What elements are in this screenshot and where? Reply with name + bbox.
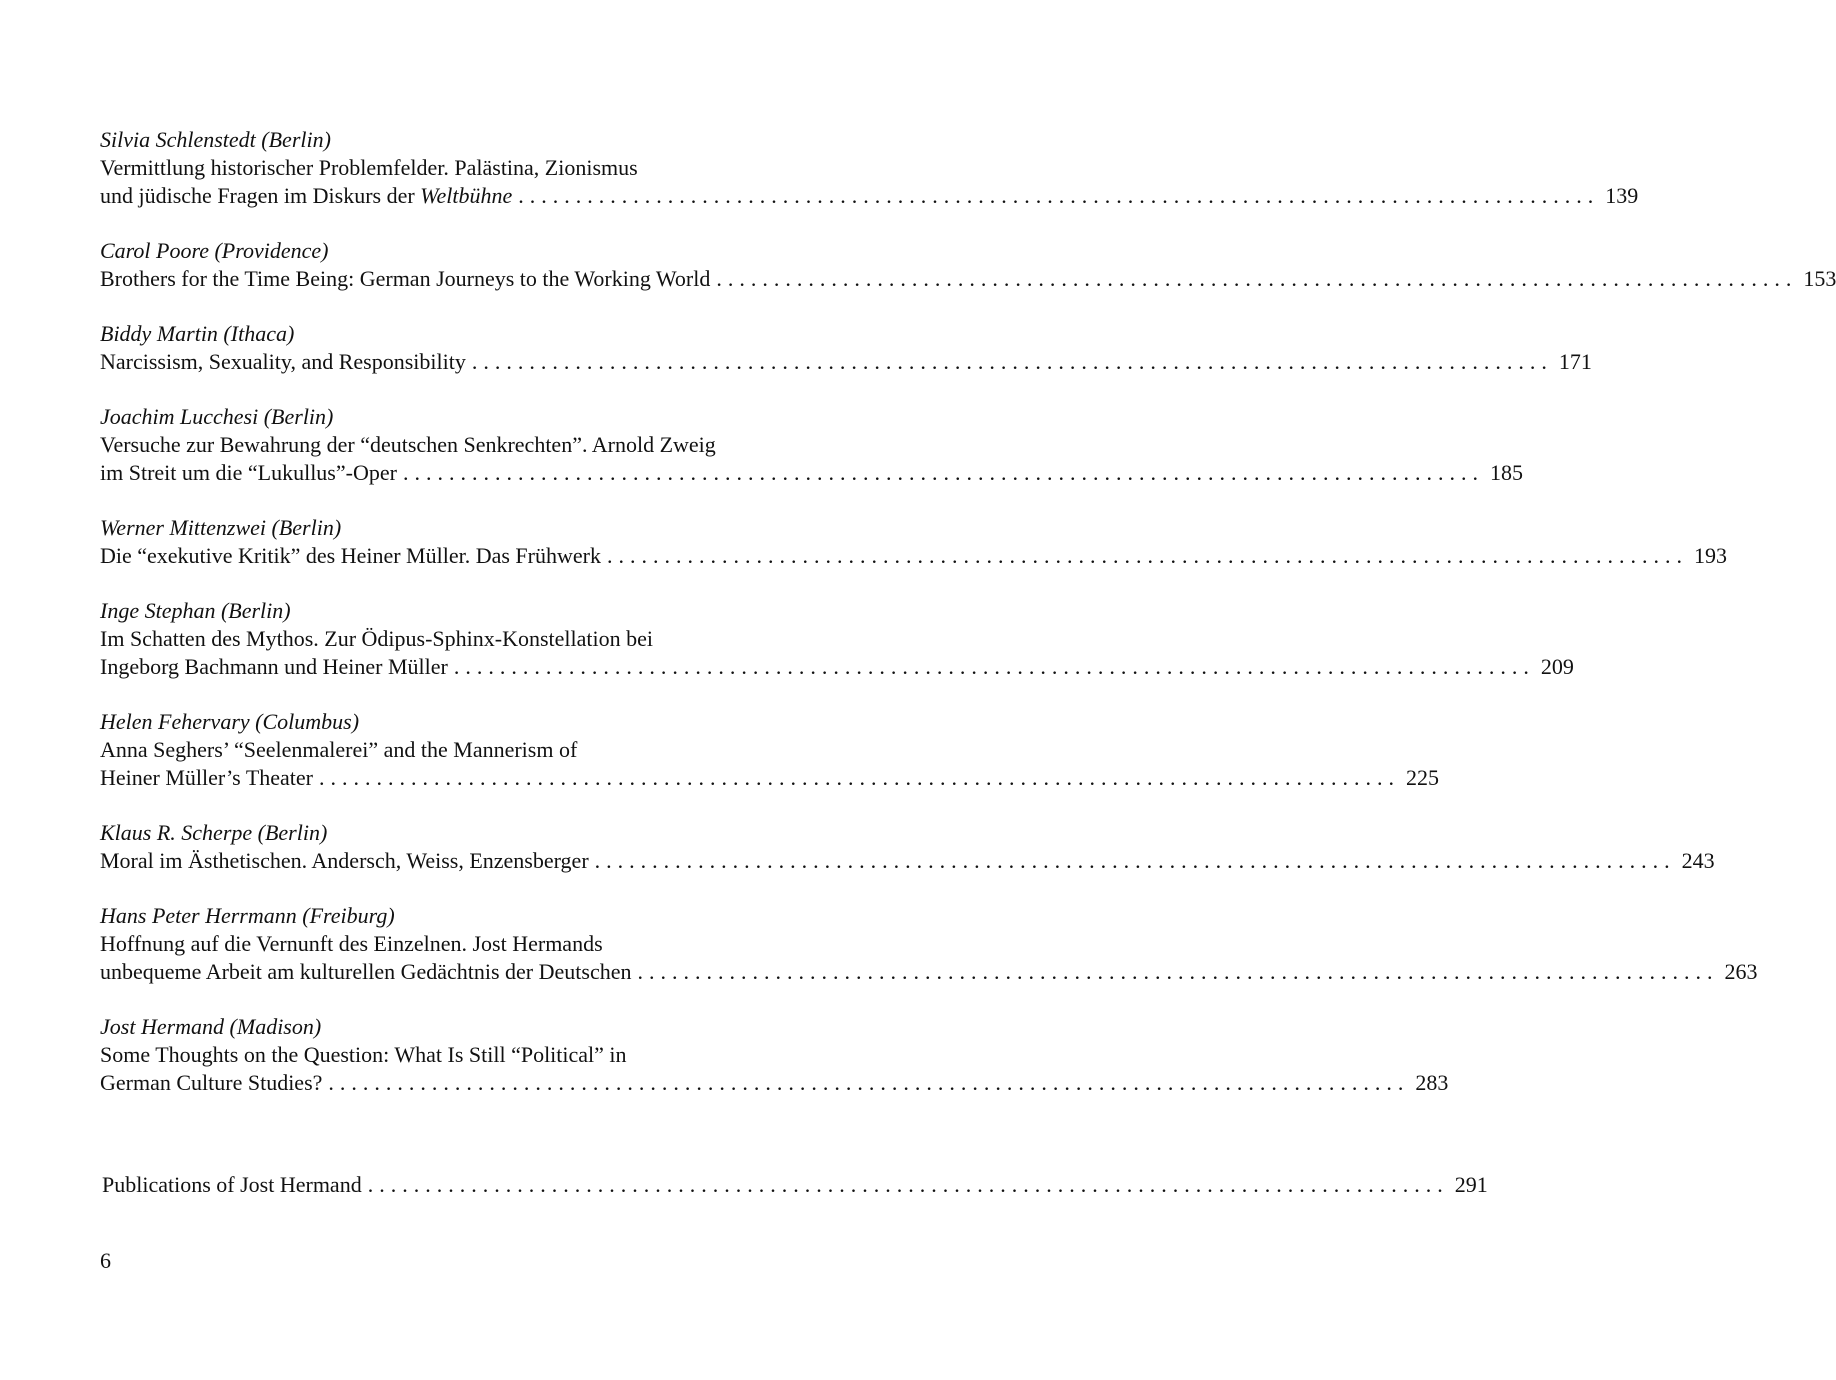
dot-leader: ..............................................................................................	[606, 543, 1688, 568]
toc-entry	[100, 597, 1574, 681]
entry-title-last-line	[100, 265, 1836, 293]
entry-page-number: 193	[1693, 543, 1727, 568]
entry-title-text: Heiner Müller’s Theater	[100, 765, 313, 790]
entry-title-line: Vermittlung historischer Problemfelder. Palästina, Zionismus	[100, 155, 638, 180]
toc-entry	[100, 320, 1592, 376]
entry-title-text: Ingeborg Bachmann und Heiner Müller	[100, 654, 448, 679]
entry-title-part: und jüdische Fragen im Diskurs der	[100, 183, 421, 208]
entry-title-text: Narcissism, Sexuality, and Responsibility	[100, 349, 466, 374]
entry-page-number: 225	[1406, 765, 1439, 790]
entry-title-last-line	[100, 182, 1639, 210]
dot-leader: ..............................................................................................	[402, 460, 1484, 485]
entry-title-text: Moral im Ästhetischen. Andersch, Weiss, Enzensberger	[100, 848, 589, 873]
publications-entry	[102, 1171, 1488, 1199]
entry-author: Jost Hermand (Madison)	[100, 1014, 322, 1039]
table-of-contents	[100, 126, 1836, 1124]
toc-entry	[100, 708, 1439, 792]
dot-leader: ..............................................................................................	[367, 1172, 1449, 1197]
page-number: 6	[100, 1248, 111, 1273]
dot-leader: ..............................................................................................	[319, 765, 1400, 790]
entry-title-line: Some Thoughts on the Question: What Is Still “Political” in	[100, 1042, 627, 1067]
entry-page-number: 283	[1415, 1070, 1449, 1095]
entry-page-number: 139	[1605, 183, 1639, 208]
entry-author: Inge Stephan (Berlin)	[100, 598, 291, 623]
entry-title-line: Versuche zur Bewahrung der “deutschen Senkrechten”. Arnold Zweig	[100, 432, 716, 457]
dot-leader: ..............................................................................................	[594, 848, 1676, 873]
entry-page-number: 185	[1489, 460, 1523, 485]
entry-author: Helen Fehervary (Columbus)	[100, 709, 360, 734]
dot-leader: ..............................................................................................	[518, 183, 1600, 208]
entry-title-line: Im Schatten des Mythos. Zur Ödipus-Sphinx-Konstellation bei	[100, 626, 653, 651]
entry-title-line: Hoffnung auf die Vernunft des Einzelnen. Jost Hermands	[100, 931, 603, 956]
toc-entry	[100, 514, 1727, 570]
entry-title-last-line	[100, 764, 1439, 792]
entry-page-number: 153	[1803, 266, 1836, 291]
entry-page-number: 171	[1558, 349, 1592, 374]
entry-author: Joachim Lucchesi (Berlin)	[100, 404, 334, 429]
entry-title-last-line	[100, 653, 1574, 681]
entry-title-text	[100, 182, 512, 210]
entry-title-last-line	[100, 542, 1727, 570]
entry-title-text: Brothers for the Time Being: German Journeys to the Working World	[100, 266, 711, 291]
dot-leader: ..............................................................................................	[328, 1070, 1410, 1095]
dot-leader: ..............................................................................................	[453, 654, 1535, 679]
toc-entry	[100, 1013, 1449, 1097]
entry-author: Carol Poore (Providence)	[100, 238, 329, 263]
entry-page-number: 243	[1681, 848, 1715, 873]
toc-entry	[100, 403, 1523, 487]
entry-title-last-line	[100, 847, 1715, 875]
toc-entry	[100, 126, 1639, 210]
entry-title-text: unbequeme Arbeit am kulturellen Gedächtnis der Deutschen	[100, 959, 632, 984]
entry-author: Silvia Schlenstedt (Berlin)	[100, 127, 331, 152]
dot-leader: ..............................................................................................	[637, 959, 1719, 984]
entry-title-last-line	[100, 348, 1592, 376]
toc-entry	[100, 902, 1758, 986]
entry-author: Werner Mittenzwei (Berlin)	[100, 515, 342, 540]
publications-label: Publications of Jost Hermand	[102, 1172, 362, 1197]
entry-author: Biddy Martin (Ithaca)	[100, 321, 295, 346]
publications-page-number: 291	[1454, 1172, 1488, 1197]
entry-title-last-line	[100, 1069, 1449, 1097]
entry-author: Hans Peter Herrmann (Freiburg)	[100, 903, 395, 928]
entry-page-number: 263	[1724, 959, 1758, 984]
entry-title-line: Anna Seghers’ “Seelenmalerei” and the Mannerism of	[100, 737, 578, 762]
entry-title-last-line	[100, 459, 1523, 487]
entry-title-last-line	[100, 958, 1758, 986]
entry-title-text: Die “exekutive Kritik” des Heiner Müller. Das Frühwerk	[100, 543, 601, 568]
toc-entry	[100, 237, 1836, 293]
entry-title-text: im Streit um die “Lukullus”-Oper	[100, 460, 397, 485]
toc-entry	[100, 819, 1715, 875]
dot-leader: ..............................................................................................	[471, 349, 1553, 374]
entry-page-number: 209	[1540, 654, 1574, 679]
entry-title-italic: Weltbühne	[420, 183, 513, 208]
entry-title-text: German Culture Studies?	[100, 1070, 323, 1095]
entry-author: Klaus R. Scherpe (Berlin)	[100, 820, 328, 845]
dot-leader: ..............................................................................................	[716, 266, 1798, 291]
